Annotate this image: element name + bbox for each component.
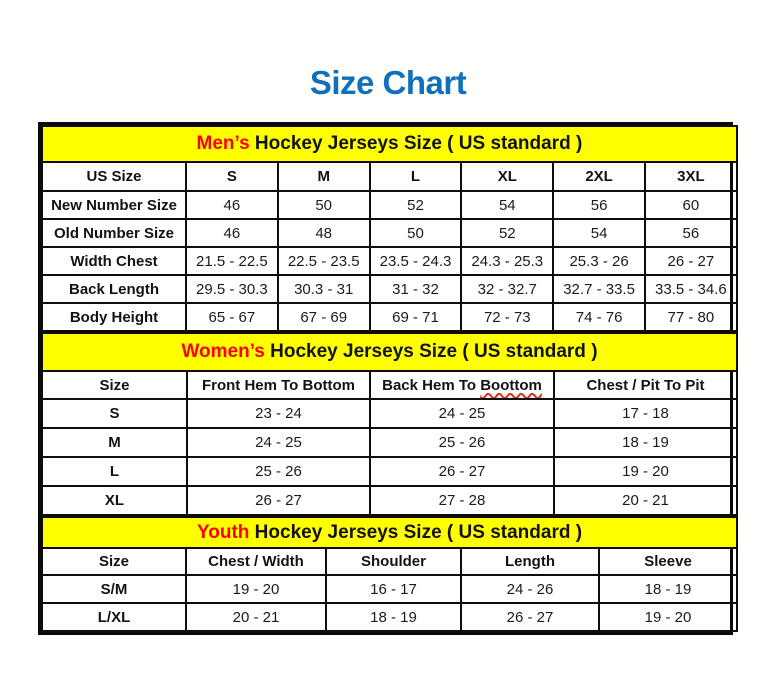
table-row-body-height bbox=[42, 303, 737, 331]
size-value: 56 bbox=[645, 219, 737, 247]
column-header-length: Length bbox=[461, 548, 599, 575]
column-header-back-hem bbox=[370, 371, 554, 399]
size-value: 25 - 26 bbox=[370, 428, 554, 457]
size-value: 31 - 32 bbox=[370, 275, 462, 303]
youth-heading-text: Hockey Jerseys Size ( US standard ) bbox=[249, 521, 583, 543]
column-header-size: Size bbox=[42, 548, 186, 575]
size-value: 26 - 27 bbox=[461, 603, 599, 631]
column-header-l: L bbox=[370, 162, 462, 191]
mens-heading-accent: Men’s bbox=[196, 133, 250, 154]
row-label: Back Length bbox=[42, 275, 186, 303]
size-value: 54 bbox=[461, 191, 553, 219]
column-header-front-hem: Front Hem To Bottom bbox=[187, 371, 370, 399]
column-header-sleeve: Sleeve bbox=[599, 548, 737, 575]
table-row-women-l bbox=[42, 457, 737, 486]
size-value: 33.5 - 34.6 bbox=[645, 275, 737, 303]
table-row-women-s bbox=[42, 399, 737, 428]
youth-heading-accent: Youth bbox=[196, 521, 250, 543]
misspelled-word-squiggle: Boottom bbox=[480, 376, 542, 394]
table-row-women-m bbox=[42, 428, 737, 457]
row-label: L/XL bbox=[42, 603, 186, 631]
size-value: 27 - 28 bbox=[370, 486, 554, 515]
table-row-old-number-size bbox=[42, 219, 737, 247]
column-header-size: Size bbox=[42, 371, 187, 399]
size-value: 18 - 19 bbox=[554, 428, 737, 457]
column-header-chest-width: Chest / Width bbox=[186, 548, 326, 575]
size-value: 69 - 71 bbox=[370, 303, 462, 331]
size-value: 72 - 73 bbox=[461, 303, 553, 331]
size-value: 50 bbox=[370, 219, 462, 247]
row-label: Width Chest bbox=[42, 247, 186, 275]
size-value: 26 - 27 bbox=[645, 247, 737, 275]
size-value: 32.7 - 33.5 bbox=[553, 275, 645, 303]
row-label: Old Number Size bbox=[42, 219, 186, 247]
mens-column-header-row bbox=[42, 162, 737, 191]
size-value: 29.5 - 30.3 bbox=[186, 275, 278, 303]
size-value: 20 - 21 bbox=[186, 603, 326, 631]
youth-section-header-row bbox=[42, 517, 737, 548]
row-label: S/M bbox=[42, 575, 186, 603]
youth-column-header-row bbox=[42, 548, 737, 575]
womens-heading-accent: Women’s bbox=[181, 341, 265, 362]
column-header-shoulder: Shoulder bbox=[326, 548, 461, 575]
size-value: 19 - 20 bbox=[186, 575, 326, 603]
row-label: M bbox=[42, 428, 187, 457]
womens-size-table bbox=[41, 332, 738, 516]
row-label: New Number Size bbox=[42, 191, 186, 219]
table-row-width-chest bbox=[42, 247, 737, 275]
column-header-2xl: 2XL bbox=[553, 162, 645, 191]
size-value: 23.5 - 24.3 bbox=[370, 247, 462, 275]
row-label: Body Height bbox=[42, 303, 186, 331]
size-value: 23 - 24 bbox=[187, 399, 370, 428]
size-value: 54 bbox=[553, 219, 645, 247]
row-label: S bbox=[42, 399, 187, 428]
back-hem-text: Back Hem To bbox=[382, 376, 481, 394]
table-row-new-number-size bbox=[42, 191, 737, 219]
size-value: 17 - 18 bbox=[554, 399, 737, 428]
womens-section-header-row bbox=[42, 333, 737, 371]
youth-size-table bbox=[41, 516, 738, 632]
size-value: 67 - 69 bbox=[278, 303, 370, 331]
row-label: L bbox=[42, 457, 187, 486]
table-row-women-xl bbox=[42, 486, 737, 515]
size-value: 26 - 27 bbox=[370, 457, 554, 486]
row-label: XL bbox=[42, 486, 187, 515]
table-row-back-length bbox=[42, 275, 737, 303]
column-header-us-size: US Size bbox=[42, 162, 186, 191]
size-value: 24 - 25 bbox=[370, 399, 554, 428]
size-value: 18 - 19 bbox=[326, 603, 461, 631]
mens-size-table bbox=[41, 125, 738, 332]
size-value: 74 - 76 bbox=[553, 303, 645, 331]
size-value: 19 - 20 bbox=[599, 603, 737, 631]
size-value: 24.3 - 25.3 bbox=[461, 247, 553, 275]
size-value: 25.3 - 26 bbox=[553, 247, 645, 275]
size-value: 48 bbox=[278, 219, 370, 247]
size-value: 65 - 67 bbox=[186, 303, 278, 331]
size-value: 24 - 25 bbox=[187, 428, 370, 457]
size-chart-tables bbox=[38, 122, 733, 635]
size-value: 20 - 21 bbox=[554, 486, 737, 515]
mens-heading-text: Hockey Jerseys Size ( US standard ) bbox=[249, 133, 583, 154]
mens-section-heading bbox=[42, 126, 737, 162]
size-value: 16 - 17 bbox=[326, 575, 461, 603]
table-row-youth-sm bbox=[42, 575, 737, 603]
size-value: 19 - 20 bbox=[554, 457, 737, 486]
mens-section-header-row bbox=[42, 126, 737, 162]
size-value: 60 bbox=[645, 191, 737, 219]
size-value: 30.3 - 31 bbox=[278, 275, 370, 303]
size-value: 26 - 27 bbox=[187, 486, 370, 515]
size-value: 22.5 - 23.5 bbox=[278, 247, 370, 275]
table-row-youth-lxl bbox=[42, 603, 737, 631]
column-header-s: S bbox=[186, 162, 278, 191]
size-value: 52 bbox=[370, 191, 462, 219]
page-title: Size Chart bbox=[309, 64, 467, 101]
size-value: 77 - 80 bbox=[645, 303, 737, 331]
size-value: 25 - 26 bbox=[187, 457, 370, 486]
size-value: 56 bbox=[553, 191, 645, 219]
size-value: 52 bbox=[461, 219, 553, 247]
size-value: 32 - 32.7 bbox=[461, 275, 553, 303]
size-value: 46 bbox=[186, 191, 278, 219]
column-header-chest-pit: Chest / Pit To Pit bbox=[554, 371, 737, 399]
column-header-xl: XL bbox=[461, 162, 553, 191]
youth-section-heading bbox=[42, 517, 737, 548]
column-header-3xl: 3XL bbox=[645, 162, 737, 191]
size-value: 50 bbox=[278, 191, 370, 219]
womens-column-header-row bbox=[42, 371, 737, 399]
womens-section-heading bbox=[42, 333, 737, 371]
size-value: 46 bbox=[186, 219, 278, 247]
womens-heading-text: Hockey Jerseys Size ( US standard ) bbox=[264, 341, 598, 362]
size-value: 18 - 19 bbox=[599, 575, 737, 603]
column-header-m: M bbox=[278, 162, 370, 191]
size-value: 24 - 26 bbox=[461, 575, 599, 603]
size-value: 21.5 - 22.5 bbox=[186, 247, 278, 275]
